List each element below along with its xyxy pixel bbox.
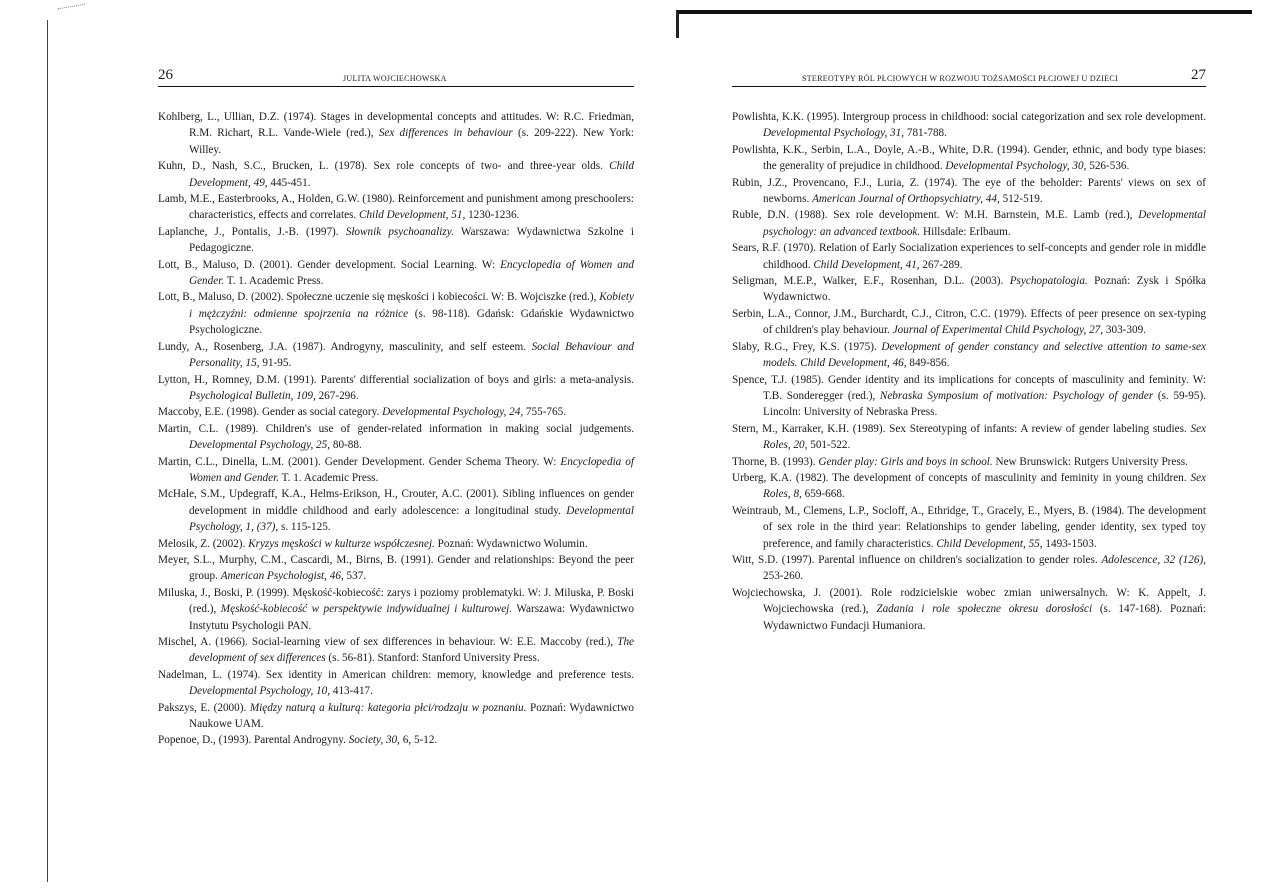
reference-italic-part: Encyclopedia of Women and Gender. — [189, 258, 634, 288]
reference-text-part: Mischel, A. (1966). Social-learning view of sex differences in behaviour. W: E.E. Maccoby (red.), — [158, 636, 618, 648]
reference-text-part: Meyer, S.L., Murphy, C.M., Cascardi, M., Birns, B. (1991). Gender and relationships: Beyond the peer group. — [158, 553, 634, 583]
reference-text-part: 413-417. — [330, 685, 373, 698]
reference-entry — [732, 175, 1206, 208]
reference-text-part: (s. 56-81). Stanford: Stanford University Press. — [325, 652, 540, 665]
reference-text-part: Lamb, M.E., Easterbrooks, A., Holden, G.W. (1980). Reinforcement and punishment among preschoolers: characteristics, effects and correlates. — [158, 193, 634, 222]
reference-italic-part: Social Behaviour and Personality, 15, — [189, 340, 634, 370]
reference-text-part: Ruble, D.N. (1988). Sex role development. W: M.H. Barnstein, M.E. Lamb (red.), — [732, 209, 1139, 222]
reference-list — [732, 109, 1206, 634]
reference-entry — [158, 552, 634, 585]
reference-entry — [732, 306, 1206, 339]
running-head: JULITA WOJCIECHOWSKA — [343, 74, 447, 83]
reference-text-part: Maccoby, E.E. (1998). Gender as social category. — [158, 406, 383, 419]
reference-text-part: 659-668. — [801, 488, 845, 501]
reference-text-part: 303-309. — [1103, 324, 1146, 337]
reference-italic-part: Developmental psychology: an advanced textbook. — [763, 209, 1206, 238]
left-page-header — [158, 66, 634, 87]
reference-text-part: Poznań: Zysk i Spółka Wydawnictwo. — [763, 275, 1206, 304]
reference-text-part: Rubin, J.Z., Provencano, F.J., Luria, Z. (1974). The eye of the beholder: Parents' views on sex of newborns. — [732, 176, 1206, 206]
reference-text-part: Powlishta, K.K. (1995). Intergroup process in childhood: social categorization and sex role development. — [732, 111, 1206, 123]
reference-italic-part: Psychological Bulletin, 109, — [189, 389, 316, 402]
reference-entry — [732, 273, 1206, 306]
reference-text-part: 267-289. — [919, 258, 963, 271]
reference-text-part: Sears, R.F. (1970). Relation of Early Socialization experiences to self-concepts and gender role in middle childhood. — [732, 242, 1206, 271]
reference-text-part: Wojciechowska, J. (2001). Role rodzicielskie wobec zmian uniwersalnych. W: K. Appelt, J. Wojciechowska (red.), — [732, 586, 1206, 616]
reference-text-part: 512-519. — [999, 193, 1043, 206]
reference-entry — [732, 552, 1206, 585]
right-page — [732, 66, 1206, 634]
page-number: 27 — [1191, 67, 1206, 83]
reference-text-part: Miluska, J., Boski, P. (1999). Męskość-kobiecość: zarys i poziomy problematyki. W: J. Miluska, P. Boski (red.), — [158, 586, 634, 616]
reference-text-part: Lytton, H., Romney, D.M. (1991). Parents' differential socialization of boys and girls: a meta-analysis. — [158, 373, 634, 386]
reference-text-part: Stern, M., Karraker, K.H. (1989). Sex Stereotyping of infants: A review of gender labeling studies. — [732, 422, 1191, 435]
reference-italic-part: Adolescence, 32 (126), — [1101, 553, 1206, 566]
reference-text-part: 1493-1503. — [1042, 537, 1097, 550]
scan-binding-mark — [676, 10, 679, 38]
reference-text-part: 781-788. — [904, 127, 947, 140]
reference-text-part: Hillsdale: Erlbaum. — [920, 225, 1011, 238]
reference-italic-part: Między naturą a kulturą: kategoria płci/rodzaju w poznaniu. — [249, 701, 527, 714]
reference-italic-part: American Journal of Orthopsychiatry, 44, — [812, 193, 1000, 206]
reference-italic-part: Child Development, 49, — [189, 160, 634, 189]
reference-entry — [158, 732, 634, 748]
reference-text-part: Witt, S.D. (1997). Parental influence on children's socialization to gender roles. — [732, 553, 1102, 566]
reference-entry — [732, 470, 1206, 503]
reference-italic-part: Słownik psychoanalizy. — [345, 225, 454, 238]
reference-entry — [158, 667, 634, 700]
reference-text-part: Urberg, K.A. (1982). The development of concepts of masculinity and feminity in young children. — [732, 471, 1191, 484]
reference-text-part: Martin, C.L. (1989). Children's use of gender-related information in making social judgements. — [158, 422, 634, 435]
reference-italic-part: Society, 30, — [348, 734, 400, 747]
reference-text-part: Lott, B., Maluso, D. (2001). Gender development. Social Learning. W: — [158, 258, 501, 271]
reference-italic-part: Journal of Experimental Child Psychology, 27, — [892, 324, 1104, 337]
reference-text-part: Spence, T.J. (1985). Gender identity and its implications for concepts of masculinity and feminity. W: T.B. Sonderegger (red.), — [732, 373, 1206, 402]
reference-italic-part: Zadania i role społeczne okresu dorosłości — [876, 603, 1093, 616]
reference-text-part: Seligman, M.E.P., Walker, E.F., Rosenhan, D.L. (2003). — [732, 275, 1010, 288]
reference-text-part: Lundy, A., Rosenberg, J.A. (1987). Androgyny, masculinity, and self esteem. — [158, 340, 532, 353]
reference-text-part: Nadelman, L. (1974). Sex identity in American children: memory, knowledge and preference tests. — [158, 668, 634, 681]
reference-entry — [158, 454, 634, 487]
reference-text-part: Martin, C.L., Dinella, L.M. (2001). Gender Development. Gender Schema Theory. W: — [158, 455, 561, 468]
reference-italic-part: Męskość-kobiecość w perspektywie indywidualnej i kulturowej. — [220, 603, 513, 616]
reference-list — [158, 109, 634, 749]
reference-italic-part: The development of sex differences — [189, 636, 634, 665]
reference-entry — [732, 240, 1206, 273]
reference-italic-part: Developmental Psychology, 25, — [189, 439, 331, 452]
reference-text-part: s. 115-125. — [278, 521, 331, 534]
reference-entry — [732, 421, 1206, 454]
reference-text-part: Warszawa: Wydawnictwo Instytutu Psychologii PAN. — [189, 603, 634, 632]
reference-text-part: 1230-1236. — [465, 209, 520, 222]
reference-text-part: 80-88. — [330, 439, 362, 452]
reference-text-part: (s. 59-95). Lincoln: University of Nebraska Press. — [763, 389, 1206, 419]
reference-entry — [732, 454, 1206, 470]
reference-text-part: T. 1. Academic Press. — [224, 275, 324, 288]
reference-italic-part: Child Development, 51, — [359, 209, 466, 222]
reference-text-part: Melosik, Z. (2002). — [158, 537, 249, 550]
reference-text-part: Powlishta, K.K., Serbin, L.A., Doyle, A.-B., White, D.R. (1994). Gender, ethnic, and body type biases: the generality of prejudice in childhood. — [732, 143, 1206, 173]
reference-text-part: Thorne, B. (1993). — [732, 455, 819, 468]
reference-text-part: T. 1. Academic Press. — [279, 471, 379, 484]
reference-text-part: 253-260. — [763, 570, 804, 583]
reference-entry — [158, 634, 634, 667]
reference-italic-part: Development of gender constancy and selective attention to same-sex models. Child Development, 46, — [763, 340, 1206, 370]
reference-entry — [158, 339, 634, 372]
reference-italic-part: Sex Roles, 20, — [763, 422, 1206, 452]
reference-italic-part: Developmental Psychology, 24, — [382, 406, 524, 419]
reference-entry — [732, 207, 1206, 240]
reference-text-part: McHale, S.M., Updegraff, K.A., Helms-Erikson, H., Crouter, A.C. (2001). Sibling influences on gender development in middle childhood and early adolescence: a longitudinal study. — [158, 488, 634, 517]
reference-text-part: (s. 209-222). New York: Willey. — [189, 127, 635, 156]
reference-italic-part: Psychopatologia. — [1009, 275, 1088, 288]
reference-entry — [158, 700, 634, 733]
reference-text-part: 6, 5-12. — [399, 734, 438, 747]
reference-italic-part: Child Development, 41, — [813, 258, 920, 271]
scan-top-edge — [676, 10, 1252, 14]
reference-text-part: Kohlberg, L., Ullian, D.Z. (1974). Stages in developmental concepts and attitudes. W: R.C. Friedman, R.M. Richart, R.L. Vande-Wiele (red.), — [158, 111, 634, 140]
reference-text-part: Weintraub, M., Clemens, L.P., Socloff, A., Ethridge, T., Gracely, E., Myers, B. (1984). The development of sex role in the third year: Relationships to gender labeling, gender identity, sex typed toy preference, and family characteristics. — [732, 504, 1206, 550]
reference-entry — [158, 372, 634, 405]
left-page — [158, 66, 634, 749]
reference-entry — [158, 109, 634, 158]
reference-entry — [732, 372, 1206, 421]
reference-text-part: 267-296. — [315, 389, 359, 402]
reference-text-part: Serbin, L.A., Connor, J.M., Burchardt, C.J., Citron, C.C. (1979). Effects of peer presence on sex-typing of children's play behaviour. — [732, 307, 1206, 337]
reference-text-part: New Brunswick: Rutgers University Press. — [992, 455, 1188, 468]
reference-text-part: 526-536. — [1086, 160, 1130, 173]
reference-text-part: 849-856. — [906, 357, 950, 370]
page-number: 26 — [158, 67, 173, 83]
reference-entry — [158, 257, 634, 290]
reference-italic-part: Child Development, 55, — [936, 537, 1043, 550]
reference-entry — [732, 109, 1206, 142]
reference-entry — [732, 585, 1206, 634]
reference-italic-part: Kobiety i mężczyźni: odmienne spojrzenia na różnice — [189, 291, 634, 320]
reference-italic-part: Nebraska Symposium of motivation: Psychology of gender — [879, 389, 1154, 402]
reference-italic-part: Developmental Psychology, 1, (37), — [189, 504, 634, 534]
reference-italic-part: Developmental Psychology, 30, — [945, 160, 1087, 173]
reference-entry — [158, 486, 634, 535]
reference-text-part: 91-95. — [259, 357, 292, 370]
scan-pen-mark — [57, 4, 86, 20]
reference-entry — [732, 339, 1206, 372]
reference-text-part: Laplanche, J., Pontalis, J.-B. (1997). — [158, 225, 346, 238]
reference-text-part: (s. 98-118). Gdańsk: Gdańskie Wydawnictwo Psychologiczne. — [189, 307, 634, 337]
right-page-header — [732, 66, 1206, 87]
reference-text-part: Popenoe, D., (1993). Parental Androgyny. — [158, 734, 349, 747]
reference-italic-part: Developmental Psychology, 31, — [763, 127, 905, 140]
reference-italic-part: Encyclopedia of Women and Gender. — [189, 455, 634, 484]
reference-entry — [158, 421, 634, 454]
reference-text-part: Kuhn, D., Nash, S.C., Brucken, L. (1978). Sex role concepts of two- and three-year olds. — [158, 160, 610, 173]
reference-text-part: Poznań: Wydawnictwo Wolumin. — [434, 537, 588, 550]
reference-entry — [158, 404, 634, 420]
reference-italic-part: Gender play: Girls and boys in school. — [818, 455, 993, 468]
reference-text-part: Poznań: Wydawnictwo Naukowe UAM. — [189, 701, 634, 731]
reference-italic-part: Developmental Psychology, 10, — [189, 685, 331, 698]
reference-text-part: Slaby, R.G., Frey, K.S. (1975). — [732, 340, 882, 353]
reference-entry — [158, 158, 634, 191]
reference-italic-part: Sex differences in behaviour — [378, 127, 513, 140]
scan-page-edge — [47, 20, 48, 882]
reference-text-part: 445-451. — [267, 176, 311, 189]
reference-text-part: 755-765. — [523, 406, 567, 419]
reference-italic-part: Sex Roles, 8, — [763, 471, 1206, 501]
running-head: STEREOTYPY RÓL PŁCIOWYCH W ROZWOJU TOŻSAMOŚCI PŁCIOWEJ U DZIECI — [802, 74, 1118, 83]
reference-entry — [158, 585, 634, 634]
reference-entry — [158, 289, 634, 338]
reference-text-part: Lott, B., Maluso, D. (2002). Społeczne uczenie się męskości i kobiecości. W: B. Wojciszke (red.), — [158, 291, 600, 304]
reference-text-part: Warszawa: Wydawnictwa Szkolne i Pedagogiczne. — [189, 225, 634, 255]
reference-italic-part: Kryzys męskości w kulturze współczesnej. — [248, 537, 435, 550]
reference-entry — [732, 503, 1206, 552]
reference-text-part: 501-522. — [807, 439, 851, 452]
reference-italic-part: American Psychologist, 46, — [220, 570, 344, 583]
reference-text-part: Pakszys, E. (2000). — [158, 701, 250, 714]
reference-entry — [158, 191, 634, 224]
reference-text-part: 537. — [343, 570, 367, 583]
reference-text-part: (s. 147-168). Poznań: Wydawnictwo Fundacji Humaniora. — [763, 603, 1206, 632]
reference-entry — [732, 142, 1206, 175]
reference-entry — [158, 536, 634, 552]
reference-entry — [158, 224, 634, 257]
